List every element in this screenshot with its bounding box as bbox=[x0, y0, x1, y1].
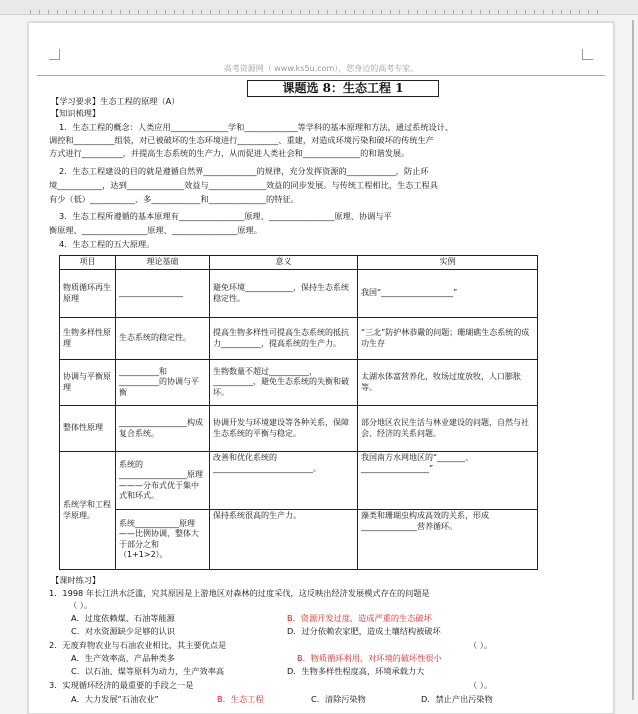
ruler-tick bbox=[471, 10, 472, 14]
option: D．禁止产出污染物 bbox=[421, 694, 493, 704]
ruler-tick bbox=[336, 10, 337, 14]
ruler-tick bbox=[561, 10, 562, 14]
ruler-tick bbox=[228, 10, 229, 14]
cell-theory: 系统的_________________原理———分布式优于集中式和环式。 bbox=[116, 452, 210, 510]
table-row bbox=[60, 360, 538, 406]
ruler-tick bbox=[264, 10, 265, 14]
question-stem: 2．无废弃物农业与石油农业相比，其主要优点是 bbox=[49, 640, 227, 650]
knowledge-line: 1．生态工程的概念：人类应用______________学和_____________等学科的基本原理和方法，通过系统设计、 bbox=[59, 122, 454, 132]
cell-example: “三北”防护林恭嚴的问题；珊瑚礁生态系统的成功生存 bbox=[358, 318, 538, 360]
knowledge-line: 有少（低）___________、多____________和______________的特征。 bbox=[49, 194, 299, 204]
cell-meaning: 提高生物多样性可提高生态系统的抵抗力__________，提高系统的生产力。 bbox=[210, 318, 358, 360]
question-paren: （ ）。 bbox=[69, 600, 93, 610]
table-row bbox=[60, 318, 538, 360]
ruler-tick bbox=[327, 10, 328, 14]
table-row bbox=[60, 452, 538, 510]
ruler-tick bbox=[309, 10, 310, 14]
ruler-tick bbox=[552, 10, 553, 14]
ruler-tick bbox=[129, 10, 130, 14]
ruler-tick bbox=[498, 10, 499, 14]
ruler-tick bbox=[255, 10, 256, 14]
cell-meaning: 保持系统很高的生产力。 bbox=[210, 510, 358, 570]
ruler-tick bbox=[282, 10, 283, 14]
margin-corner-mark bbox=[582, 49, 593, 60]
cell-example: 太湖水体富营养化，牧场过度放牧，人口膨胀等。 bbox=[358, 360, 538, 406]
option: A．大力发展“石油农业” bbox=[71, 694, 159, 704]
cell-example: 部分地区农民生活与林业建设的问题，自然与社会、经济的关系问题。 bbox=[358, 406, 538, 452]
ruler-tick bbox=[201, 10, 202, 14]
option: A．生产效率高，产品种类多 bbox=[71, 653, 175, 663]
study-requirement: 【学习要求】生态工程的原理（A） bbox=[51, 96, 180, 106]
ruler-tick bbox=[102, 10, 103, 14]
ruler-tick bbox=[390, 10, 391, 14]
ruler-tick bbox=[354, 10, 355, 14]
cell-item: 系统学和工程学原理。 bbox=[60, 452, 116, 570]
cell-theory: _________________构成复合系统。 bbox=[116, 406, 210, 452]
knowledge-line: 调控和__________组装，对已被破坏的生态环境进行__________、重建，对造成环境污染和破坏的传统生产 bbox=[49, 135, 434, 145]
ruler-tick bbox=[507, 10, 508, 14]
option: C．以石油、煤等原料为动力，生产效率高 bbox=[71, 666, 225, 676]
ruler-tick bbox=[138, 10, 139, 14]
ruler-tick bbox=[462, 10, 463, 14]
cell-theory: 系统___________原理——比例协调，整体大于部分之和（1+1>2）。 bbox=[116, 510, 210, 570]
ruler-tick bbox=[381, 10, 382, 14]
knowledge-line: 3．生态工程所遵循的基本原理有________________原理、________________原理、协调与平 bbox=[59, 211, 392, 221]
ruler-tick bbox=[57, 10, 58, 14]
table-row bbox=[60, 406, 538, 452]
document-page bbox=[28, 22, 614, 714]
ruler-tick bbox=[165, 10, 166, 14]
option-answer: B．生态工程 bbox=[217, 694, 264, 704]
ruler-tick bbox=[399, 10, 400, 14]
cell-meaning: 避免环境____________，保持生态系统稳定性。 bbox=[210, 270, 358, 318]
ruler-tick bbox=[516, 10, 517, 14]
table-row bbox=[60, 510, 538, 570]
table-header: 理论基础 bbox=[116, 256, 210, 270]
principles-table bbox=[59, 255, 538, 570]
ruler-tick bbox=[318, 10, 319, 14]
table-row bbox=[60, 270, 538, 318]
ruler-tick bbox=[120, 10, 121, 14]
cell-example: 我国“__________________” bbox=[358, 270, 538, 318]
ruler-tick bbox=[579, 10, 580, 14]
question-stem: 1．1998 年长江洪水泛滥，究其原因是上游地区对森林的过度采伐，这反映出经济发展模式存在的问题是 bbox=[49, 588, 430, 598]
ruler-tick bbox=[93, 10, 94, 14]
header-watermark: 高考资源网（ www.ks5u.com），您身边的高考专家。 bbox=[223, 64, 419, 73]
option: D．生物多样性程度高，环境承载力大 bbox=[287, 666, 425, 676]
option: D．过分依赖农家肥，造成土壤结构被破坏 bbox=[287, 626, 441, 636]
knowledge-line: 2．生态工程建设的目的就是遵循自然界_____________的规律，充分发挥资源的____________，防止环 bbox=[59, 166, 429, 176]
ruler-tick bbox=[111, 10, 112, 14]
ruler-tick bbox=[435, 10, 436, 14]
margin-corner-mark bbox=[49, 49, 60, 60]
option-answer: B．物质循环利用，对环境的破坏性很小 bbox=[297, 653, 442, 663]
option: C．清除污染物 bbox=[311, 694, 366, 704]
ruler-tick bbox=[417, 10, 418, 14]
ruler-tick bbox=[174, 10, 175, 14]
question-paren: （ ）。 bbox=[469, 680, 493, 690]
ruler-tick bbox=[489, 10, 490, 14]
option-answer: B．资源开发过度，造成严重的生态破坏 bbox=[287, 613, 432, 623]
vertical-scrollbar[interactable] bbox=[632, 20, 634, 700]
ruler-tick bbox=[426, 10, 427, 14]
ruler-tick bbox=[570, 10, 571, 14]
page-title: 课题选 8：生态工程 1 bbox=[247, 80, 439, 97]
cell-meaning: 改善和优化系统的_________________________。 bbox=[210, 452, 358, 510]
ruler-tick bbox=[291, 10, 292, 14]
cell-theory: ________________ bbox=[116, 270, 210, 318]
cell-theory: 生态系统的稳定性。 bbox=[116, 318, 210, 360]
ruler-tick bbox=[273, 10, 274, 14]
ruler-tick bbox=[147, 10, 148, 14]
cell-item: 整体性原理 bbox=[60, 406, 116, 452]
ruler-tick bbox=[363, 10, 364, 14]
ruler-tick bbox=[300, 10, 301, 14]
option: A．过度依赖煤、石油等能源 bbox=[71, 613, 175, 623]
knowledge-line: 衡原理、________________原理、________________原理。 bbox=[49, 225, 262, 235]
header-divider bbox=[37, 75, 605, 76]
knowledge-line: 4．生态工程的五大原理。 bbox=[59, 239, 155, 249]
question-stem: 3．实现循环经济的最重要的手段之一是 bbox=[49, 680, 194, 690]
ruler-tick bbox=[597, 10, 598, 14]
question-paren: （ ）。 bbox=[469, 640, 493, 650]
ruler-tick bbox=[219, 10, 220, 14]
practice-heading: 【课时练习】 bbox=[51, 575, 101, 585]
cell-item: 协调与平衡原理 bbox=[60, 360, 116, 406]
ruler-tick bbox=[408, 10, 409, 14]
table-header: 项目 bbox=[60, 256, 116, 270]
ruler-tick bbox=[39, 10, 40, 14]
cell-theory: __________和__________的协调与平衡 bbox=[116, 360, 210, 406]
ruler-tick bbox=[237, 10, 238, 14]
ruler-tick bbox=[30, 10, 31, 14]
ruler-tick bbox=[372, 10, 373, 14]
table-header: 实例 bbox=[358, 256, 538, 270]
ruler-tick bbox=[246, 10, 247, 14]
horizontal-ruler bbox=[0, 0, 638, 15]
cell-meaning: 生物数量不超过__________，__________，避免生态系统的失衡和破坏。 bbox=[210, 360, 358, 406]
ruler-tick bbox=[192, 10, 193, 14]
ruler-tick bbox=[444, 10, 445, 14]
knowledge-line: 方式进行__________，并提高生态系统的生产力，从而促进人类社会和______________的和谐发展。 bbox=[49, 148, 410, 158]
ruler-tick bbox=[84, 10, 85, 14]
ruler-tick bbox=[48, 10, 49, 14]
ruler-tick bbox=[156, 10, 157, 14]
table-header: 意义 bbox=[210, 256, 358, 270]
ruler-tick bbox=[183, 10, 184, 14]
ruler-tick bbox=[453, 10, 454, 14]
cell-example: 藻类和珊瑚虫构成高效的关系，形成______________营养循环。 bbox=[358, 510, 538, 570]
ruler-tick bbox=[525, 10, 526, 14]
ruler-tick bbox=[75, 10, 76, 14]
cell-example: 我国南方水网地区的“_______、_________________” bbox=[358, 452, 538, 510]
cell-meaning: 协调开发与环境建设等各种关系，保障生态系统的平衡与稳定。 bbox=[210, 406, 358, 452]
ruler-tick bbox=[210, 10, 211, 14]
ruler-tick bbox=[66, 10, 67, 14]
ruler-tick bbox=[345, 10, 346, 14]
ruler-tick bbox=[480, 10, 481, 14]
ruler-tick bbox=[588, 10, 589, 14]
ruler-tick bbox=[543, 10, 544, 14]
ruler-tick bbox=[534, 10, 535, 14]
knowledge-heading: 【知识梳理】 bbox=[51, 108, 101, 118]
cell-item: 物质循环再生原理 bbox=[60, 270, 116, 318]
knowledge-line: 境___________，达到______________效益与______________效益的同步发展。与传统工程相比，生态工程具 bbox=[49, 180, 438, 190]
option: C．对水资源缺少足够的认识 bbox=[71, 626, 175, 636]
cell-item: 生物多样性原理 bbox=[60, 318, 116, 360]
